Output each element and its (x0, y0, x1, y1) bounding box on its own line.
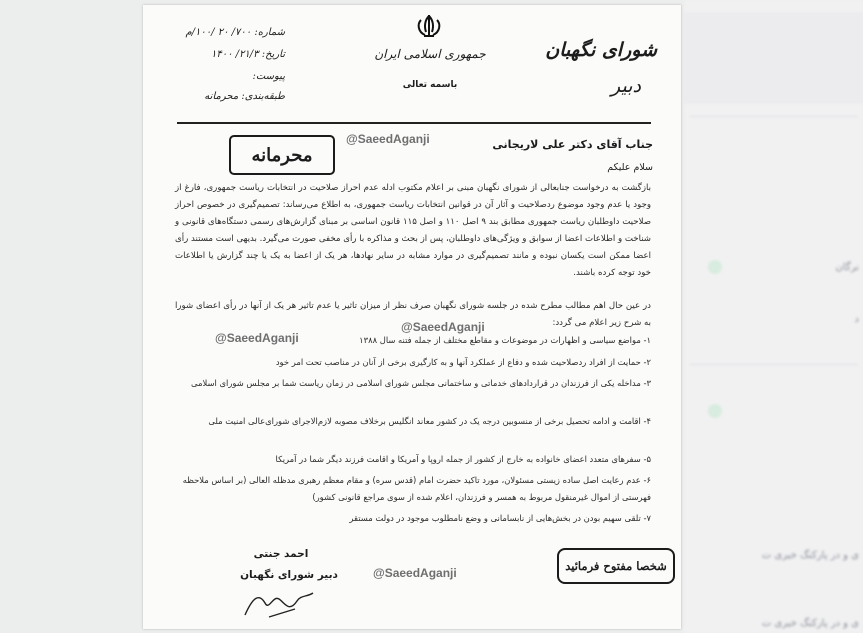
reason-item: ۵- سفرهای متعدد اعضای خانواده به خارج از کشور از جمله اروپا و آمریکا و اقامت فرزند دیگر شما در آمریکا (275, 454, 651, 464)
background-item: نرگان (835, 262, 859, 273)
confidential-stamp: محرمانه (229, 135, 335, 175)
letter-date: تاریخ: ۲۱/۳/ ۱۴۰۰ (211, 49, 285, 60)
background-divider (690, 364, 858, 365)
addressee: جناب آقای دکتر علی لاریجانی (492, 138, 653, 151)
personal-delivery-stamp: شخصا مفتوح فرمائید (557, 548, 675, 584)
signer-name: احمد جنتی (253, 548, 309, 560)
signer-title: دبیر شورای نگهبان (240, 569, 338, 581)
salutation: سلام علیکم (607, 162, 653, 173)
letter-number: شماره: ۷۰۰/ ۲۰ /۱۰۰/م (185, 27, 285, 38)
reason-item: ۲- حمایت از افراد ردصلاحیت شده و دفاع از عملکرد آنها و به کارگیری برخی از آنان در مناصب تحت امر خود (275, 357, 651, 367)
reason-item: ۷- تلقی سهیم بودن در بخش‌هایی از نابسامانی و وضع نامطلوب موجود در دولت مستقر (349, 513, 651, 523)
reason-item: ۳- مداخله یکی از فرزندان در قراردادهای خدماتی و ساختمانی مجلس شورای اسلامی در زمان ریاست شما بر مجلس شورای اسلامی (191, 378, 651, 388)
watermark: @SaeedAganji (346, 132, 430, 146)
reason-item: ۱- مواضع سیاسی و اظهارات در موضوعات و مقاطع مختلف از جمله فتنه سال ۱۳۸۸ (359, 335, 651, 345)
background-page (684, 0, 863, 633)
body-paragraph: در عین حال اهم مطالب مطرح شده در جلسه شورای نگهبان صرف نظر از میزان تاثیر یا عدم تاثیر هر یک از آنها در رأی اعضای شورا به شرح زیر اعلام می گردد: (175, 301, 651, 328)
council-name: شورای نگهبان (545, 39, 657, 61)
reason-item: ۶- عدم رعایت اصل ساده زیستی مسئولان، مورد تاکید حضرت امام (قدس سره) و مقام معظم رهبری مدظله العالی (بر اساس ملاحظه فهرستی از اموال غیرمنقول مربوط به همسر و فرزندان، اعلام شده از سوی مراجع قانونی کشور) (182, 475, 651, 502)
background-badge (708, 260, 722, 274)
reason-item: ۴- اقامت و ادامه تحصیل برخی از منسوبین درجه یک در کشور معاند انگلیس برخلاف مصوبه لازم‌الاجرای شورای‌عالی امنیت ملی (208, 416, 651, 426)
letter-document (143, 5, 681, 629)
republic-name: جمهوری اسلامی ایران (374, 47, 486, 61)
background-item: ی و در پارکنگ خبری ت (761, 618, 859, 629)
letter-motto: باسمه تعالی (402, 80, 458, 90)
watermark: @SaeedAganji (373, 566, 457, 580)
letter-classification: طبقه‌بندی: محرمانه (204, 91, 285, 102)
watermark: @SaeedAganji (401, 320, 485, 334)
background-divider (690, 116, 858, 117)
letter-attachment: پیوست: (252, 71, 285, 82)
background-banner (684, 12, 863, 104)
watermark: @SaeedAganji (215, 331, 299, 345)
iran-emblem-icon (413, 14, 445, 40)
background-badge (708, 404, 722, 418)
council-role: دبیر (611, 75, 641, 97)
header-divider (177, 122, 651, 124)
background-item: ی و در پارکنگ خبری ت (761, 550, 859, 561)
body-paragraph: بازگشت به درخواست جنابعالی از شورای نگهبان مبنی بر اعلام مکتوب ادله عدم احراز صلاحیت در انتخابات ریاست جمهوری، فارغ از وجود یا عدم وجود موضوع ردصلاحیت و آثار آن در قوانین انتخابات ریاست جمهوری، به اطلاع می‌رساند: تصمیم‌گیری در خصوص احراز صلاحیت داوطلبان ریاست جمهوری مطابق بند ۹ اصل ۱۱۰ و اصل ۱۱۵ قانون اساسی بر مبنای گزارش‌های رسمی دستگاه‌های قانونی و شناخت و اطلاعات اعضا از سوابق و ویژگی‌های داوطلبان، پس از بحث و مذاکره با رأی مخفی صورت می‌گیرد. بدیهی است مستند رأی اعضا ممکن است یکسان نبوده و مانند تصمیم‌گیری در موارد مشابه در سایر نهادها، هر یک از اعضا به یک یا چند گزارش یا اطلاعات خود توجه کرده باشند. (175, 183, 651, 278)
background-item: د (854, 314, 859, 325)
signature-icon (239, 587, 319, 621)
